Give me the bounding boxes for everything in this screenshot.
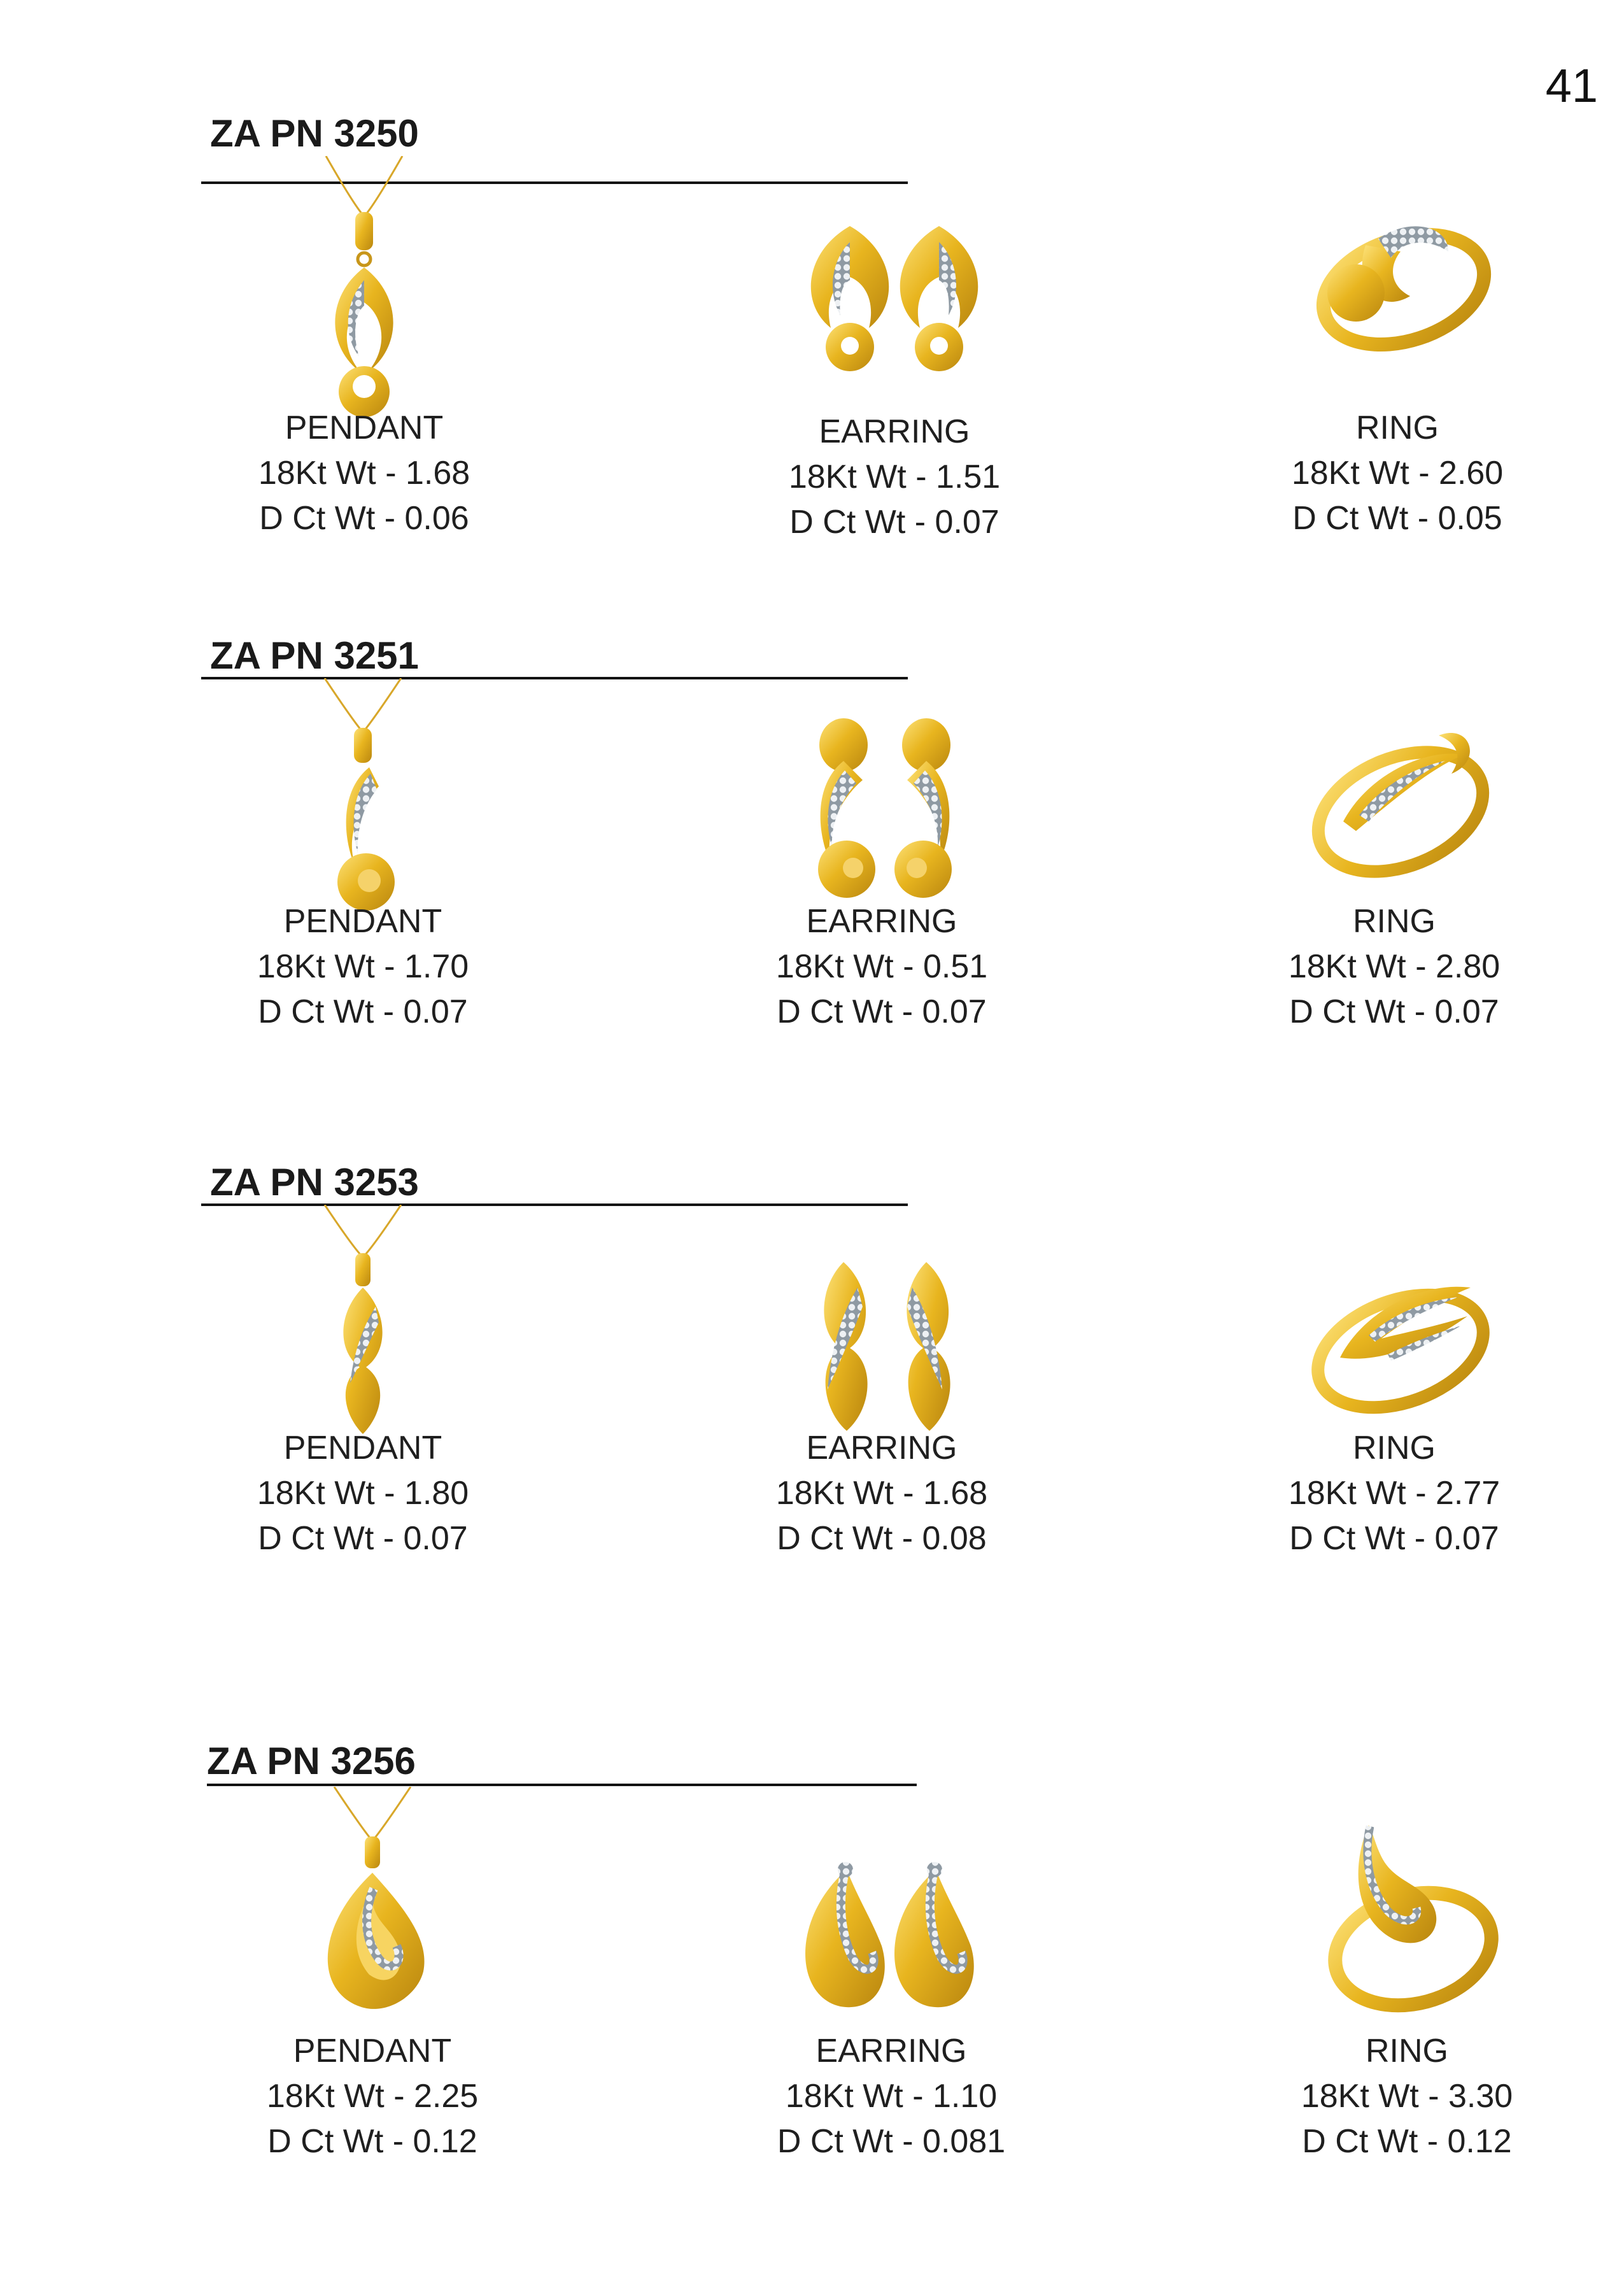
product-code: ZA PN 3253 xyxy=(210,1161,419,1203)
item-type: PENDANT xyxy=(283,903,442,940)
diamond-weight: D Ct Wt - 0.05 xyxy=(1292,500,1502,537)
ring-image xyxy=(1184,1787,1624,2054)
gold-weight: 18Kt Wt - 1.70 xyxy=(257,948,469,985)
item-type: RING xyxy=(1356,409,1439,446)
gold-weight: 18Kt Wt - 2.80 xyxy=(1288,948,1500,985)
item-specs xyxy=(1184,2029,1624,2164)
product-code: ZA PN 3256 xyxy=(207,1740,416,1782)
pendant-image xyxy=(150,1787,595,2054)
diamond-weight: D Ct Wt - 0.081 xyxy=(777,2123,1006,2160)
diamond-weight: D Ct Wt - 0.07 xyxy=(789,504,999,541)
gold-weight: 18Kt Wt - 1.80 xyxy=(257,1475,469,1512)
item-type: EARRING xyxy=(819,413,970,450)
diamond-weight: D Ct Wt - 0.07 xyxy=(1289,993,1499,1030)
item-type: PENDANT xyxy=(283,1430,442,1466)
product-code: ZA PN 3251 xyxy=(210,634,419,677)
item-type: PENDANT xyxy=(285,409,444,446)
item-specs xyxy=(659,1426,1105,1561)
gold-weight: 18Kt Wt - 2.60 xyxy=(1291,455,1504,492)
gold-weight: 18Kt Wt - 1.10 xyxy=(785,2078,998,2115)
item-specs xyxy=(659,899,1105,1035)
item-specs xyxy=(141,406,587,541)
item-specs xyxy=(140,1426,586,1561)
gold-weight: 18Kt Wt - 1.68 xyxy=(775,1475,988,1512)
item-type: EARRING xyxy=(806,1430,957,1466)
item-specs xyxy=(140,899,586,1035)
diamond-weight: D Ct Wt - 0.12 xyxy=(267,2123,477,2160)
earring-image xyxy=(668,1787,1114,2054)
item-type: RING xyxy=(1353,903,1436,940)
item-type: EARRING xyxy=(816,2033,967,2070)
section-divider xyxy=(207,1784,917,1786)
diamond-weight: D Ct Wt - 0.07 xyxy=(777,993,987,1030)
item-specs xyxy=(1175,406,1620,541)
item-type: EARRING xyxy=(806,903,957,940)
item-specs xyxy=(1171,1426,1617,1561)
item-specs xyxy=(672,409,1117,545)
gold-weight: 18Kt Wt - 0.51 xyxy=(775,948,988,985)
item-type: RING xyxy=(1353,1430,1436,1466)
diamond-weight: D Ct Wt - 0.06 xyxy=(259,500,469,537)
item-specs xyxy=(150,2029,595,2164)
diamond-weight: D Ct Wt - 0.07 xyxy=(1289,1520,1499,1557)
gold-weight: 18Kt Wt - 1.51 xyxy=(788,458,1001,495)
gold-weight: 18Kt Wt - 2.25 xyxy=(266,2078,479,2115)
earring-image xyxy=(672,156,1117,423)
page-number: 41 xyxy=(1545,59,1598,112)
item-specs xyxy=(668,2029,1114,2164)
diamond-weight: D Ct Wt - 0.07 xyxy=(258,993,468,1030)
product-code: ZA PN 3250 xyxy=(210,112,419,155)
gold-weight: 18Kt Wt - 3.30 xyxy=(1301,2078,1513,2115)
gold-weight: 18Kt Wt - 1.68 xyxy=(258,455,470,492)
item-specs xyxy=(1171,899,1617,1035)
diamond-weight: D Ct Wt - 0.12 xyxy=(1302,2123,1512,2160)
pendant-image xyxy=(141,156,587,423)
diamond-weight: D Ct Wt - 0.07 xyxy=(258,1520,468,1557)
item-type: RING xyxy=(1366,2033,1448,2070)
item-type: PENDANT xyxy=(293,2033,452,2070)
diamond-weight: D Ct Wt - 0.08 xyxy=(777,1520,987,1557)
gold-weight: 18Kt Wt - 2.77 xyxy=(1288,1475,1500,1512)
ring-image xyxy=(1175,156,1620,423)
